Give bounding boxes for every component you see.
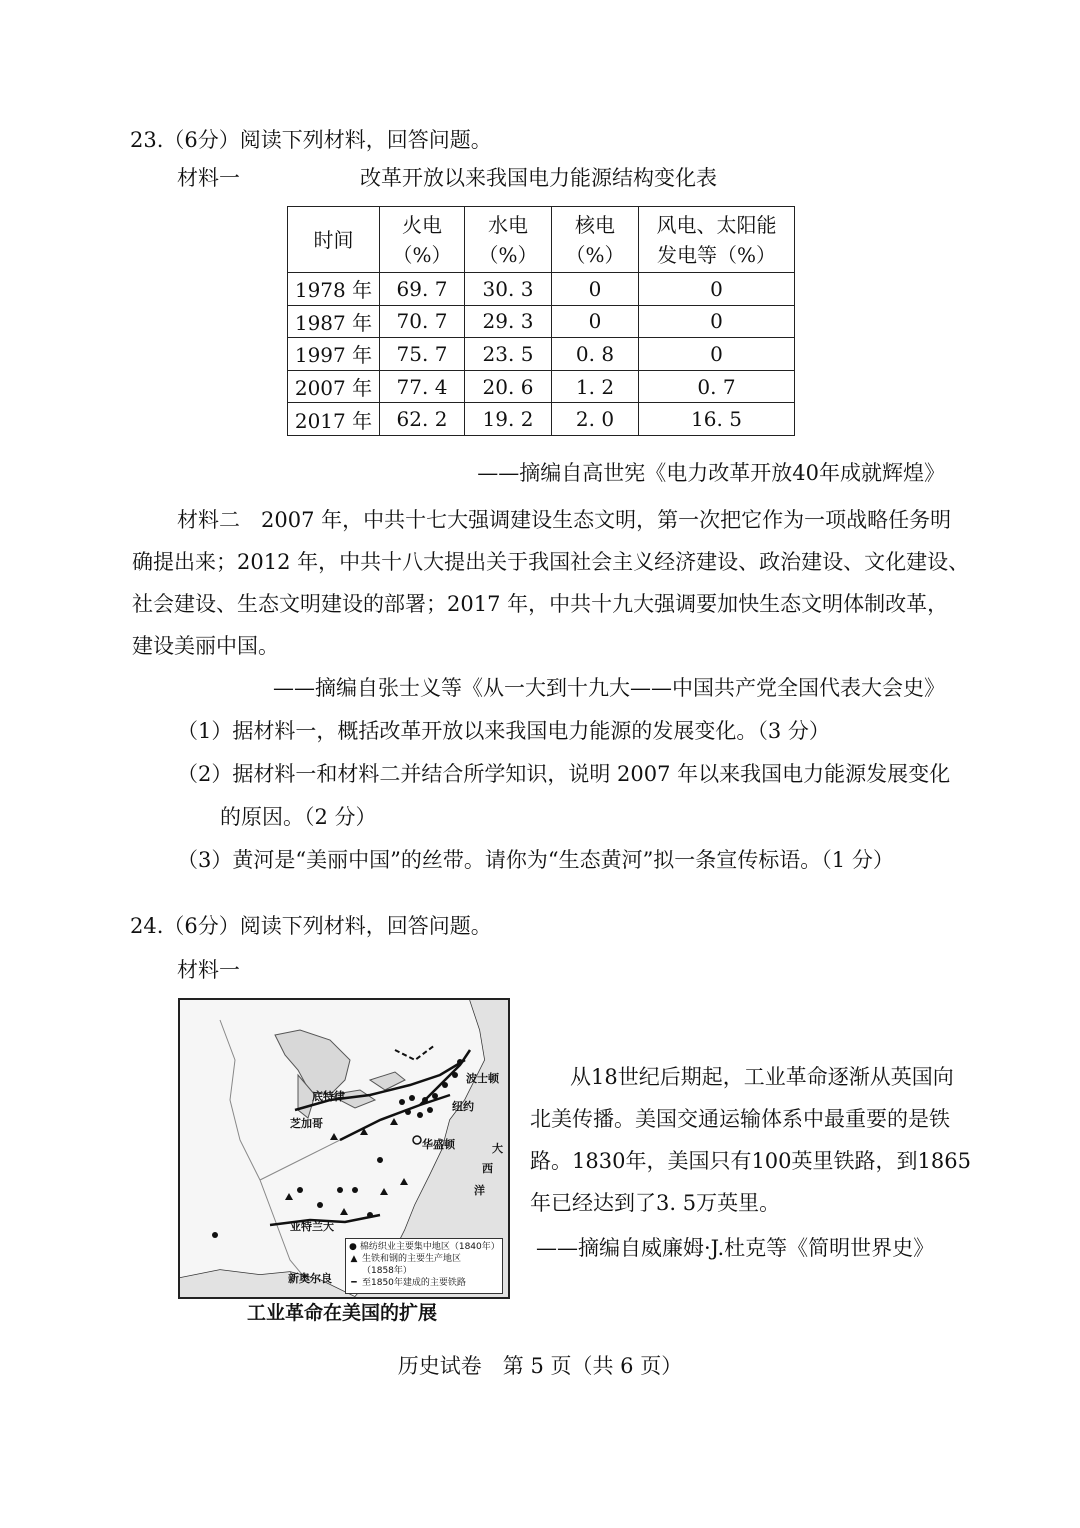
table-cell: 69. 7 [380, 273, 465, 306]
table-row [288, 403, 795, 436]
table-cell: 23. 5 [465, 338, 552, 371]
table-cell: 29. 3 [465, 305, 552, 338]
legend-text: 生铁和钢的主要生产地区 [362, 1254, 462, 1264]
table-cell: 0 [639, 273, 795, 306]
energy-structure-table [287, 206, 795, 436]
q24-material1-label: 材料一 [177, 958, 240, 982]
table-cell: 0 [552, 305, 639, 338]
q23-material2-line: 建设美丽中国。 [132, 634, 279, 658]
header-nuclear: 核电 （%） [552, 207, 639, 273]
label-chicago: 芝加哥 [290, 1117, 323, 1130]
table-header-row [288, 207, 795, 273]
table-cell: 1. 2 [552, 370, 639, 403]
table-row [288, 338, 795, 371]
table-cell: 0 [639, 338, 795, 371]
q23-source2: ——摘编自张士义等《从一大到十九大——中国共产党全国代表大会史》 [273, 676, 945, 700]
legend-row [349, 1277, 499, 1289]
label-ocean: 西 [482, 1162, 493, 1175]
q24-source: ——摘编自威廉姆·J.杜克等《简明世界史》 [536, 1236, 935, 1260]
header-wind-solar: 风电、太阳能 发电等（%） [639, 207, 795, 273]
legend-row [349, 1265, 499, 1277]
q23-question-3: （3）黄河是“美丽中国”的丝带。请你为“生态黄河”拟一条宣传标语。（1 分） [177, 848, 894, 872]
q23-material2-line: 社会建设、生态文明建设的部署；2017 年，中共十九大强调要加快生态文明体制改革， [132, 592, 949, 616]
label-ocean: 大 [492, 1142, 503, 1155]
label-detroit: 底特律 [312, 1090, 345, 1103]
railway-line-icon: ━ [351, 1278, 357, 1288]
table-cell: 0 [639, 305, 795, 338]
header-hydro: 水电 （%） [465, 207, 552, 273]
header-time: 时间 [288, 207, 380, 273]
q23-material1-label: 材料一 [177, 166, 240, 190]
label-atlanta: 亚特兰大 [290, 1220, 334, 1233]
q23-question-2: （2）据材料一和材料二并结合所学知识，说明 2007 年以来我国电力能源发展变化 [177, 762, 951, 786]
table-cell: 19. 2 [465, 403, 552, 436]
q23-question-2-cont: 的原因。（2 分） [220, 805, 377, 829]
map-caption: 工业革命在美国的扩展 [247, 1302, 438, 1324]
q24-text-line: 从18世纪后期起，工业革命逐渐从英国向 [570, 1065, 954, 1089]
table-cell: 1978 年 [288, 273, 380, 306]
q23-table-title: 改革开放以来我国电力能源结构变化表 [360, 166, 717, 190]
label-washington: 华盛顿 [422, 1138, 455, 1151]
legend-text: （1858年） [362, 1266, 412, 1276]
legend-row [349, 1253, 499, 1265]
table-cell: 0 [552, 273, 639, 306]
table-cell: 70. 7 [380, 305, 465, 338]
legend-text: 棉纺织业主要集中地区（1840年） [359, 1242, 500, 1252]
us-industrial-map [178, 998, 510, 1299]
table-row [288, 305, 795, 338]
table-row [288, 370, 795, 403]
table-cell: 0. 7 [639, 370, 795, 403]
q23-source1: ——摘编自高世宪《电力改革开放40年成就辉煌》 [477, 461, 945, 485]
q24-text-line: 路。1830年，美国只有100英里铁路，到1865 [530, 1149, 971, 1173]
q24-text-line: 北美传播。美国交通运输体系中最重要的是铁 [530, 1107, 950, 1131]
table-cell: 2. 0 [552, 403, 639, 436]
page-footer: 历史试卷 第 5 页（共 6 页） [397, 1354, 683, 1378]
q23-header: 23.（6分）阅读下列材料，回答问题。 [130, 128, 492, 152]
table-cell: 2017 年 [288, 403, 380, 436]
table-row [288, 273, 795, 306]
label-newyork: 纽约 [452, 1100, 474, 1113]
label-neworleans: 新奥尔良 [288, 1272, 332, 1285]
q24-text-line: 年已经达到了3. 5万英里。 [530, 1191, 781, 1215]
table-cell: 2007 年 [288, 370, 380, 403]
legend-text: 至1850年建成的主要铁路 [362, 1278, 466, 1288]
legend-row [349, 1241, 499, 1253]
table-cell: 77. 4 [380, 370, 465, 403]
map-legend [345, 1238, 503, 1294]
q23-material2-line: 确提出来；2012 年，中共十八大提出关于我国社会主义经济建设、政治建设、文化建设、 [132, 550, 970, 574]
label-ocean: 洋 [474, 1184, 485, 1197]
q23-question-1: （1）据材料一，概括改革开放以来我国电力能源的发展变化。（3 分） [177, 719, 830, 743]
table-cell: 0. 8 [552, 338, 639, 371]
table-cell: 30. 3 [465, 273, 552, 306]
table-cell: 75. 7 [380, 338, 465, 371]
label-boston: 波士顿 [466, 1072, 499, 1085]
dot-icon: ● [349, 1242, 357, 1252]
table-cell: 1997 年 [288, 338, 380, 371]
table-cell: 1987 年 [288, 305, 380, 338]
q23-material2-line: 材料二 2007 年，中共十七大强调建设生态文明，第一次把它作为一项战略任务明 [177, 508, 952, 532]
header-thermal: 火电 （%） [380, 207, 465, 273]
table-cell: 20. 6 [465, 370, 552, 403]
q24-header: 24.（6分）阅读下列材料，回答问题。 [130, 914, 492, 938]
table-cell: 62. 2 [380, 403, 465, 436]
triangle-icon: ▲ [350, 1254, 358, 1264]
table-cell: 16. 5 [639, 403, 795, 436]
